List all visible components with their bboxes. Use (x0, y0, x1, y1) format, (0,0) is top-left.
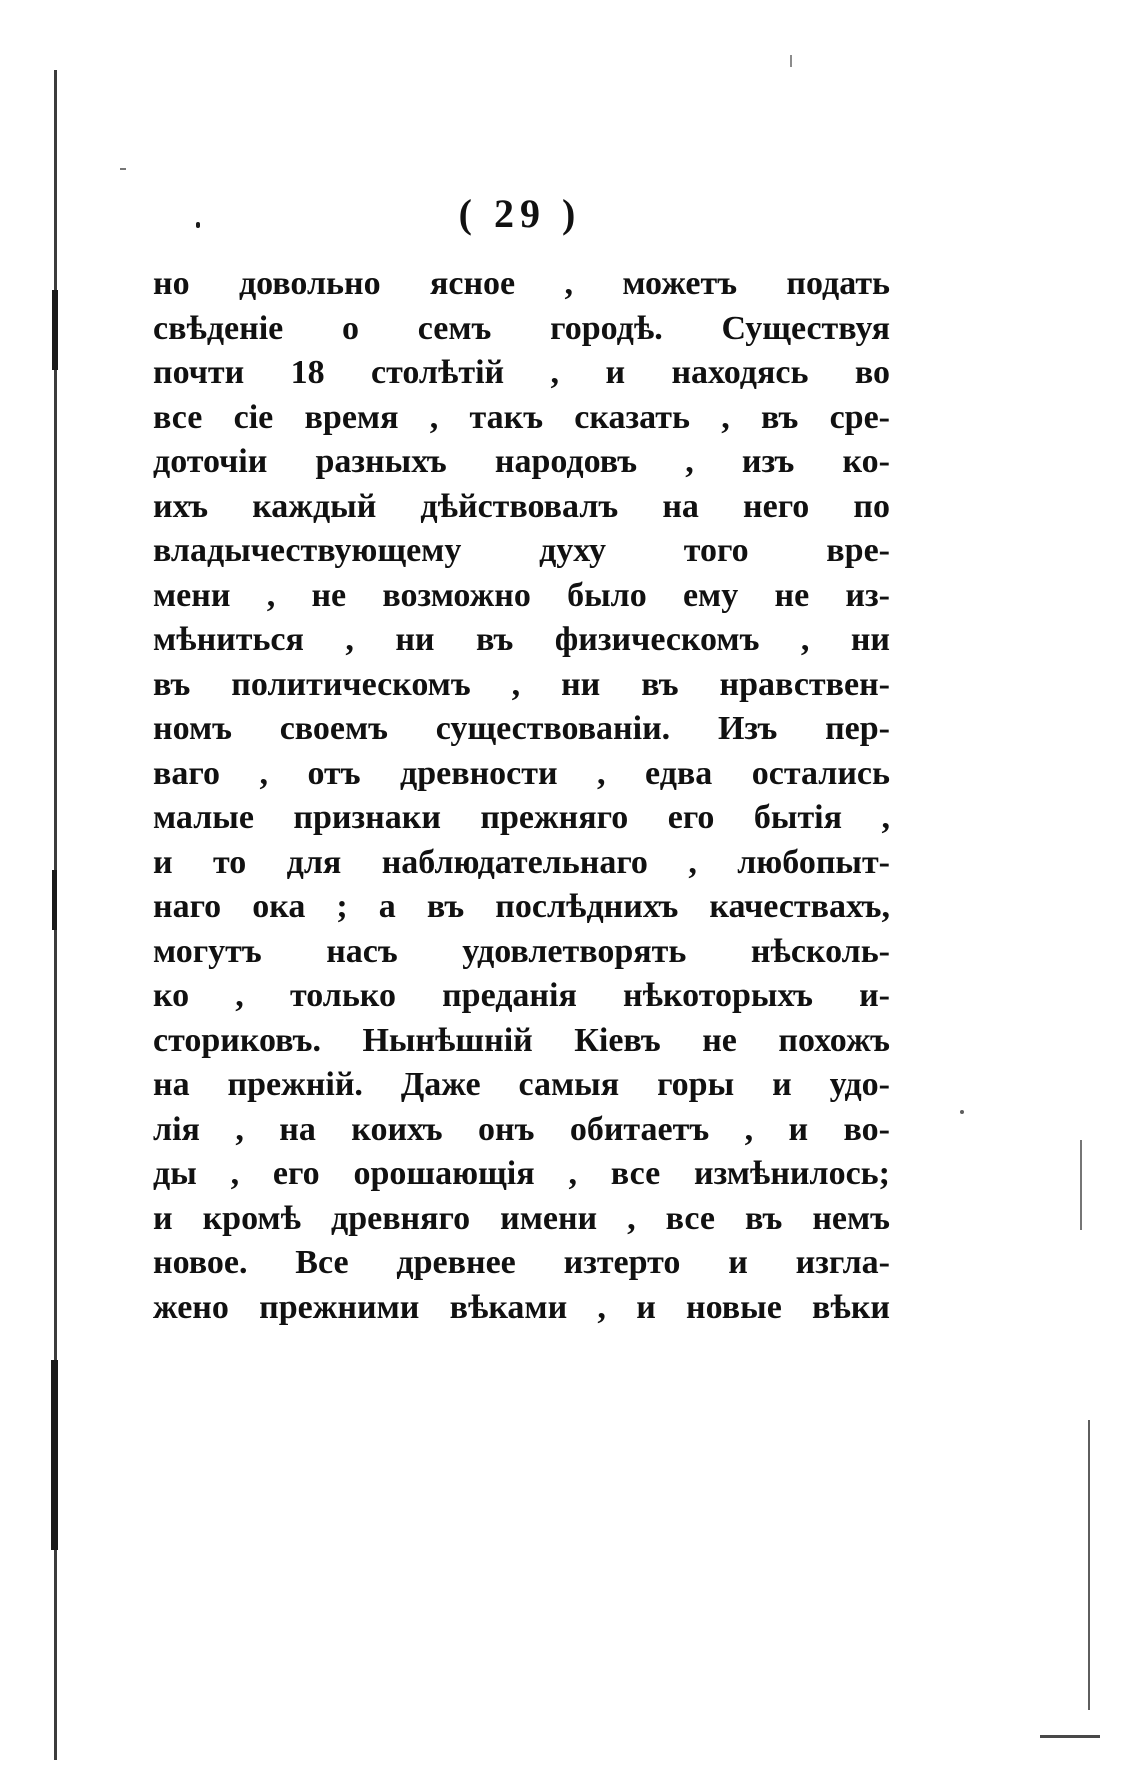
scan-edge-mark-left (52, 290, 58, 370)
scan-edge-line-right (1088, 1420, 1090, 1710)
text-line: сториковъ. Нынѣшній Кіевъ не похожъ (153, 1021, 890, 1059)
scan-edge-dash-right (1040, 1735, 1100, 1738)
text-line: и кромѣ древняго имени , все въ немъ (153, 1199, 890, 1237)
text-line: и то для наблюдательнаго , любопыт- (153, 843, 890, 881)
scan-dot (960, 1110, 964, 1114)
text-line: лія , на коихъ онъ обитаетъ , и во- (153, 1110, 890, 1148)
body-text (153, 262, 890, 1330)
text-line: все сіе время , такъ сказать , въ сре- (153, 398, 890, 436)
text-line: но довольно ясное , можетъ подать (153, 265, 890, 302)
text-line: ихъ каждый дѣйствовалъ на него по (153, 487, 890, 525)
text-line: могутъ насъ удовлетворять нѣсколь- (153, 932, 890, 970)
text-line: ко , только преданія нѣкоторыхъ и- (153, 977, 890, 1014)
text-line: жено прежними вѣками , и новые вѣки (153, 1288, 890, 1326)
text-line: наго ока ; а въ послѣднихъ качествахъ, (153, 888, 890, 925)
scan-edge-line-right (1080, 1140, 1082, 1230)
scan-dot (196, 222, 200, 228)
text-line: номъ своемъ существованіи. Изъ пер- (153, 710, 890, 747)
text-line: въ политическомъ , ни въ нравствен- (153, 665, 890, 703)
scan-dot (120, 168, 126, 170)
text-line: ды , его орошающія , все измѣнилось; (153, 1155, 890, 1192)
text-line: на прежній. Даже самыя горы и удо- (153, 1066, 890, 1103)
scan-edge-mark-left (51, 1360, 58, 1550)
text-line: новое. Все древнее изтерто и изгла- (153, 1244, 890, 1281)
page-number: ( 29 ) (458, 191, 582, 236)
text-line: ваго , отъ древности , едва остались (153, 754, 890, 792)
text-line: почти 18 столѣтій , и находясь во (153, 354, 890, 391)
text-line: малые признаки прежняго его бытія , (153, 799, 890, 836)
scan-dot (790, 55, 792, 67)
text-line: свѣденіе о семъ городѣ. Существуя (153, 309, 890, 347)
scan-edge-mark-left (52, 870, 57, 930)
text-line: владычествующему духу того вре- (153, 532, 890, 569)
text-line: доточіи разныхъ народовъ , изъ ко- (153, 443, 890, 480)
text-line: мени , не возможно было ему не из- (153, 576, 890, 614)
text-line: мѣниться , ни въ физическомъ , ни (153, 621, 890, 658)
